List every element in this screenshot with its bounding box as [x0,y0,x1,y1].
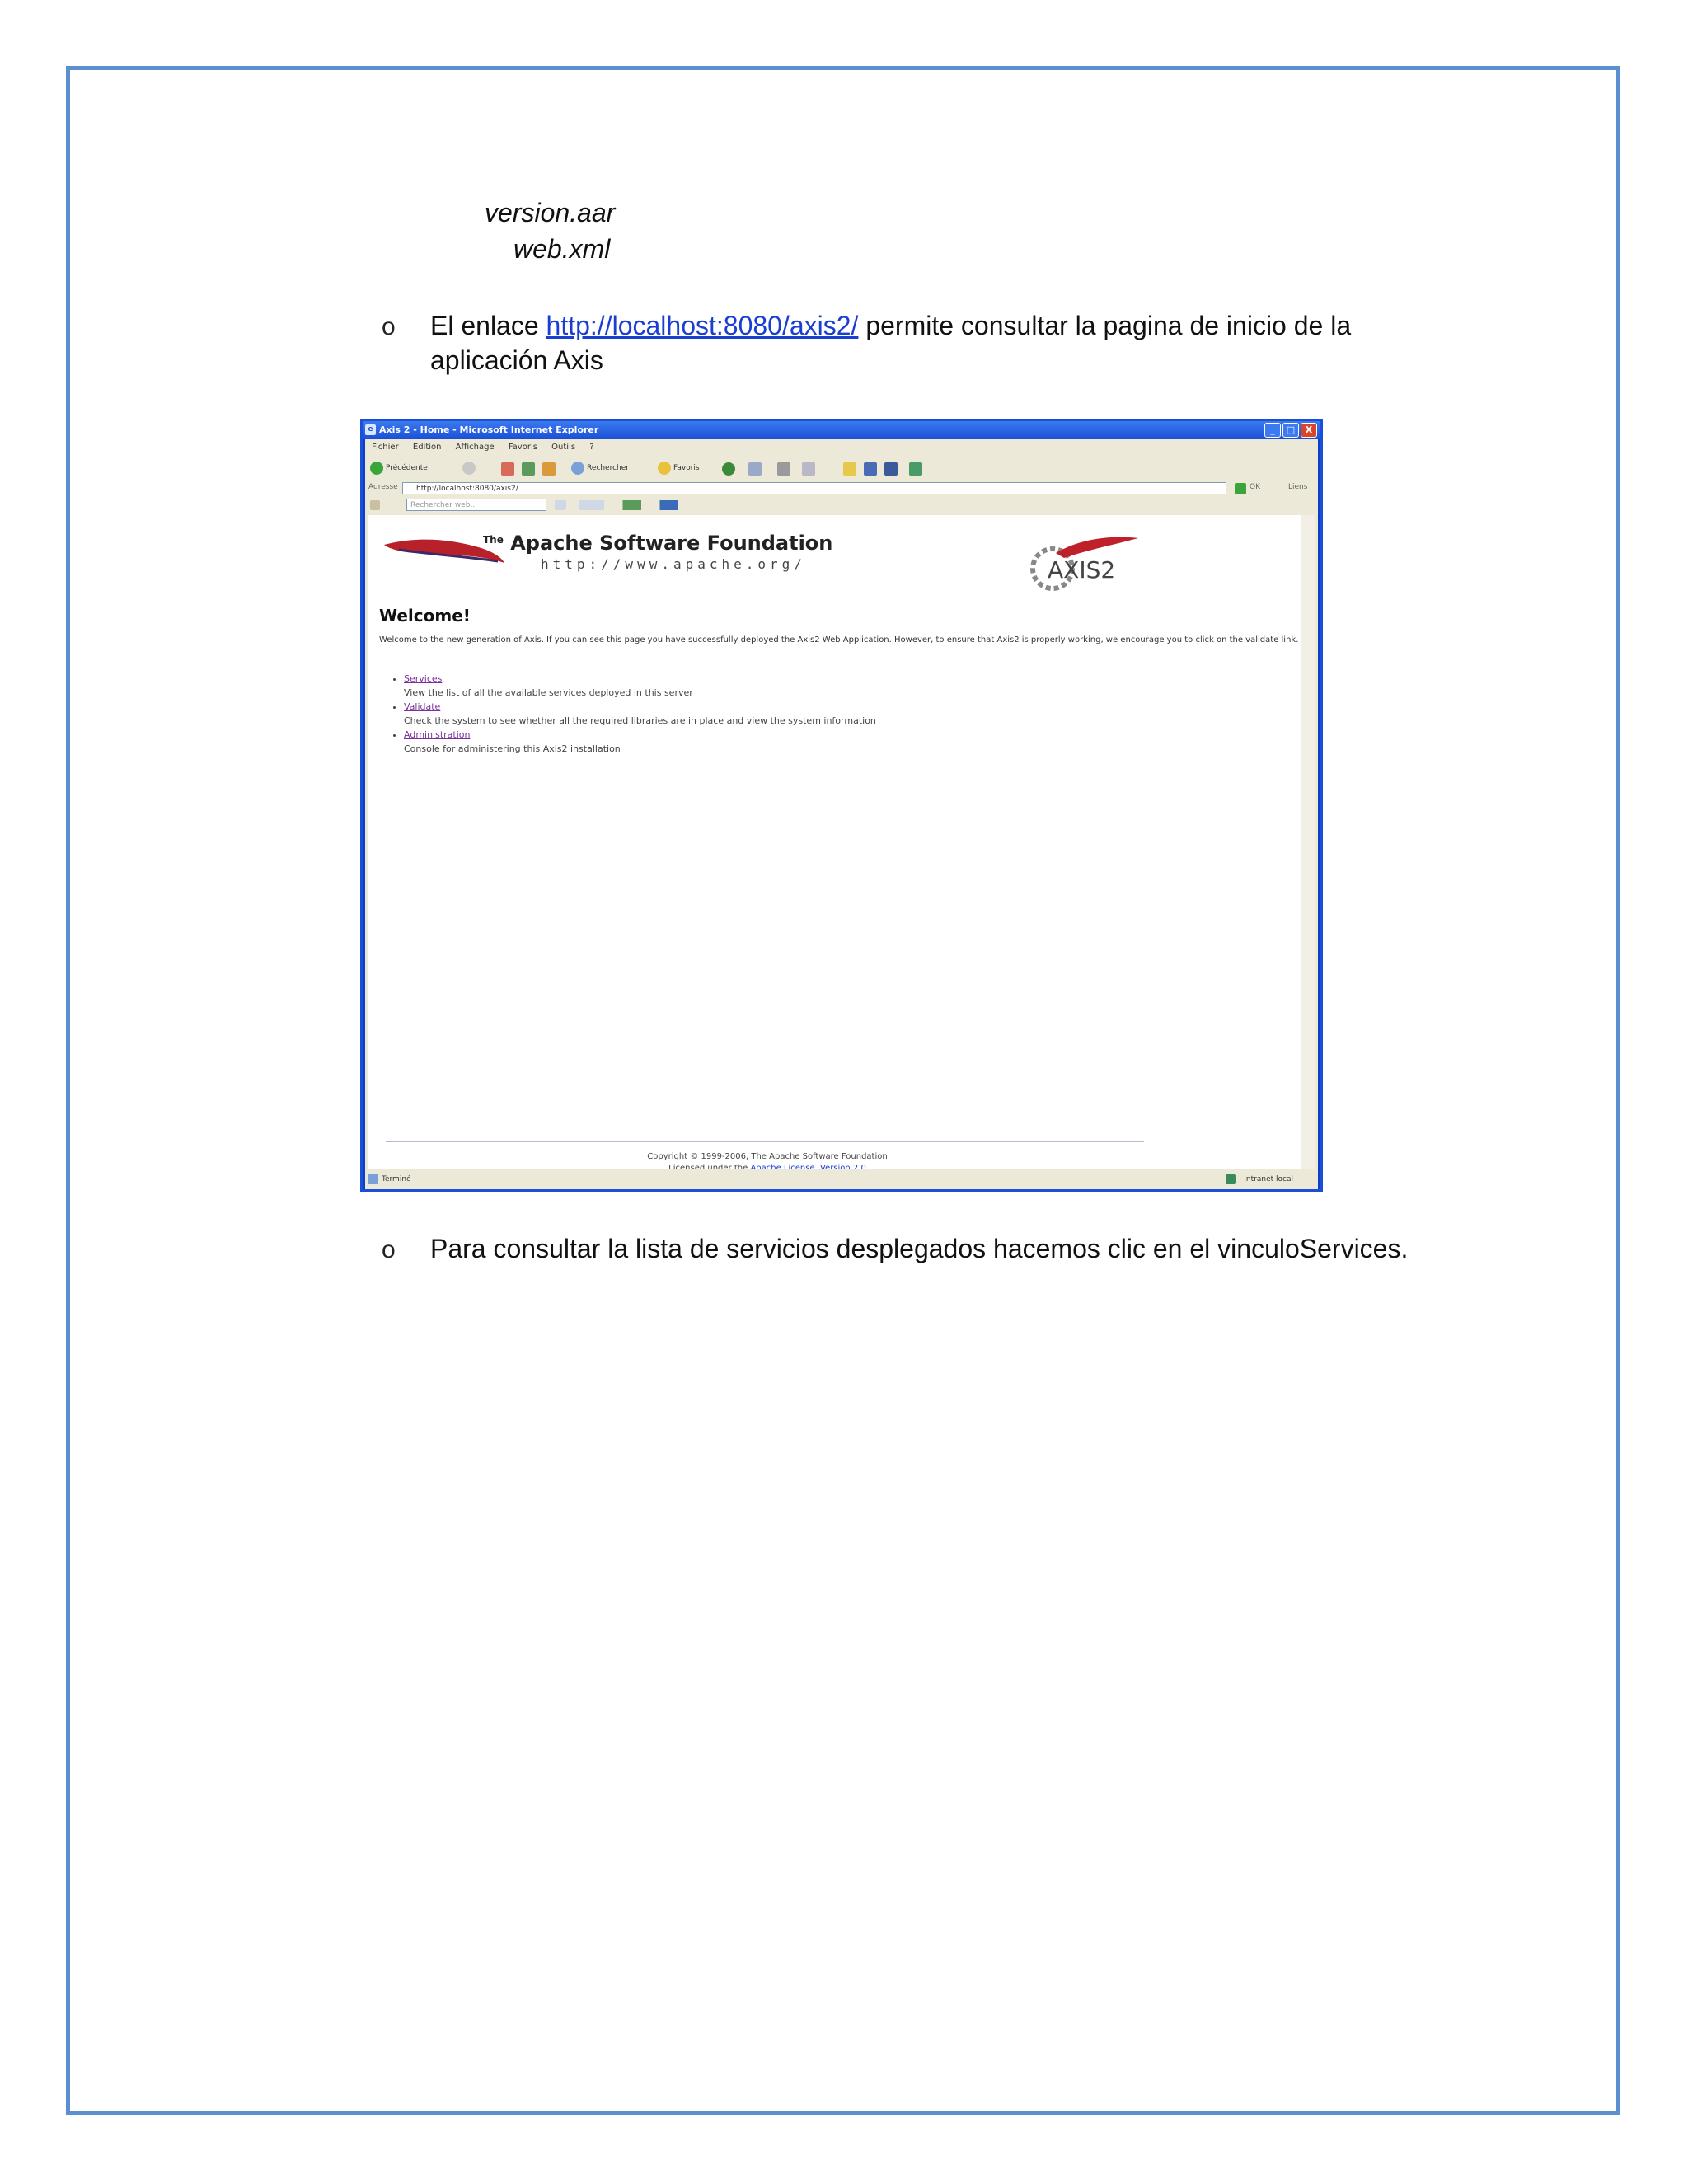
para1-suffix: permite consultar la pagina de inicio de la [858,311,1352,340]
search-label: Rechercher [587,464,629,472]
home-icon[interactable] [542,462,556,476]
forward-icon[interactable] [462,462,476,475]
toolbar-extras[interactable] [579,500,703,510]
vertical-scrollbar[interactable] [1301,515,1315,1169]
paragraph-axis-link [430,308,1502,377]
favorites-button[interactable] [658,461,700,476]
validate-link[interactable]: Validate [404,701,441,712]
search-icon [571,462,584,475]
links-list [392,672,876,756]
minimize-button[interactable]: _ [1264,423,1281,438]
asf-title [483,532,832,555]
ie-icon: e [365,424,376,435]
asf-url: http://www.apache.org/ [541,556,806,572]
footer-copyright: Copyright © 1999-2006, The Apache Software Foundation [647,1152,888,1161]
menu-outils[interactable]: Outils [551,443,576,452]
status-text: Terminé [382,1175,411,1183]
favorites-label: Favoris [673,464,700,472]
bullet-glyph: o [382,313,396,340]
links-label[interactable]: Liens [1288,483,1308,491]
address-bar [365,480,1318,497]
window-title: Axis 2 - Home - Microsoft Internet Explorer [379,424,599,435]
menu-bar [365,439,1318,456]
menu-edition[interactable]: Edition [412,443,442,452]
paragraph-services: Para consultar la lista de servicios desplegados hacemos clic en el vinculoServices. [430,1234,1409,1263]
browser-chrome [365,439,1318,1189]
back-arrow-icon [370,462,383,475]
search-toolbar-icon [370,500,380,510]
list-item [404,728,876,756]
axis2-logo-text: AXIS2 [1048,556,1116,583]
edit-icon[interactable] [802,462,815,476]
menu-help[interactable]: ? [589,443,594,452]
address-label: Adresse [368,483,398,491]
go-label[interactable]: OK [1250,483,1260,491]
folder-icon[interactable] [843,462,856,476]
validate-desc: Check the system to see whether all the required libraries are in place and view the system information [404,715,876,726]
ie-window-screenshot [360,419,1323,1192]
menu-affichage[interactable]: Affichage [455,443,495,452]
search-go-icon[interactable] [555,500,566,510]
asf-the: The [483,534,504,546]
administration-desc: Console for administering this Axis2 installation [404,743,621,754]
footer-divider [386,1141,1144,1142]
back-button[interactable] [370,461,428,476]
page-content [368,515,1301,1169]
bullet-glyph-2: o [382,1236,396,1263]
stop-icon[interactable] [501,462,514,476]
administration-link[interactable]: Administration [404,729,471,740]
services-desc: View the list of all the available services deployed in this server [404,687,693,698]
list-item [404,700,876,728]
file-name-version-aar: version.aar [485,198,616,227]
search-toolbar [365,497,1318,513]
print-icon[interactable] [777,462,790,476]
close-button[interactable]: X [1301,423,1317,438]
localhost-axis2-link[interactable]: http://localhost:8080/axis2/ [546,311,859,340]
menu-fichier[interactable]: Fichier [372,443,399,452]
para1-line2: aplicación Axis [430,345,603,375]
welcome-intro: Welcome to the new generation of Axis. If you can see this page you have successfully deployed the Axis2 Web Application. However, to ensure that Axis2 is properly working, we encourage you to click on the validate link. [379,635,1299,644]
toolbar [365,456,1318,480]
axis2-logo [1023,532,1146,593]
refresh-icon[interactable] [522,462,535,476]
bookmark-icon[interactable] [864,462,877,476]
tool-icon[interactable] [909,462,922,476]
window-title-bar [363,421,1320,439]
star-icon [658,462,671,475]
page-done-icon [368,1174,378,1184]
web-search-input[interactable]: Rechercher web... [406,499,546,511]
messenger-icon[interactable] [884,462,898,476]
history-icon[interactable] [722,462,735,476]
address-input[interactable]: http://localhost:8080/axis2/ [402,482,1226,494]
go-icon[interactable] [1235,483,1246,494]
list-item [404,672,876,700]
maximize-button[interactable]: □ [1282,423,1299,438]
services-link[interactable]: Services [404,673,443,684]
back-label: Précédente [386,464,428,472]
para1-prefix: El enlace [430,311,546,340]
asf-title-text: Apache Software Foundation [510,532,833,555]
file-name-web-xml: web.xml [513,234,611,264]
mail-icon[interactable] [748,462,762,476]
welcome-heading: Welcome! [379,606,471,626]
status-bar [365,1169,1318,1189]
menu-favoris[interactable]: Favoris [508,443,537,452]
zone-text: Intranet local [1244,1175,1293,1183]
search-button[interactable] [571,461,629,476]
intranet-icon [1226,1174,1236,1184]
